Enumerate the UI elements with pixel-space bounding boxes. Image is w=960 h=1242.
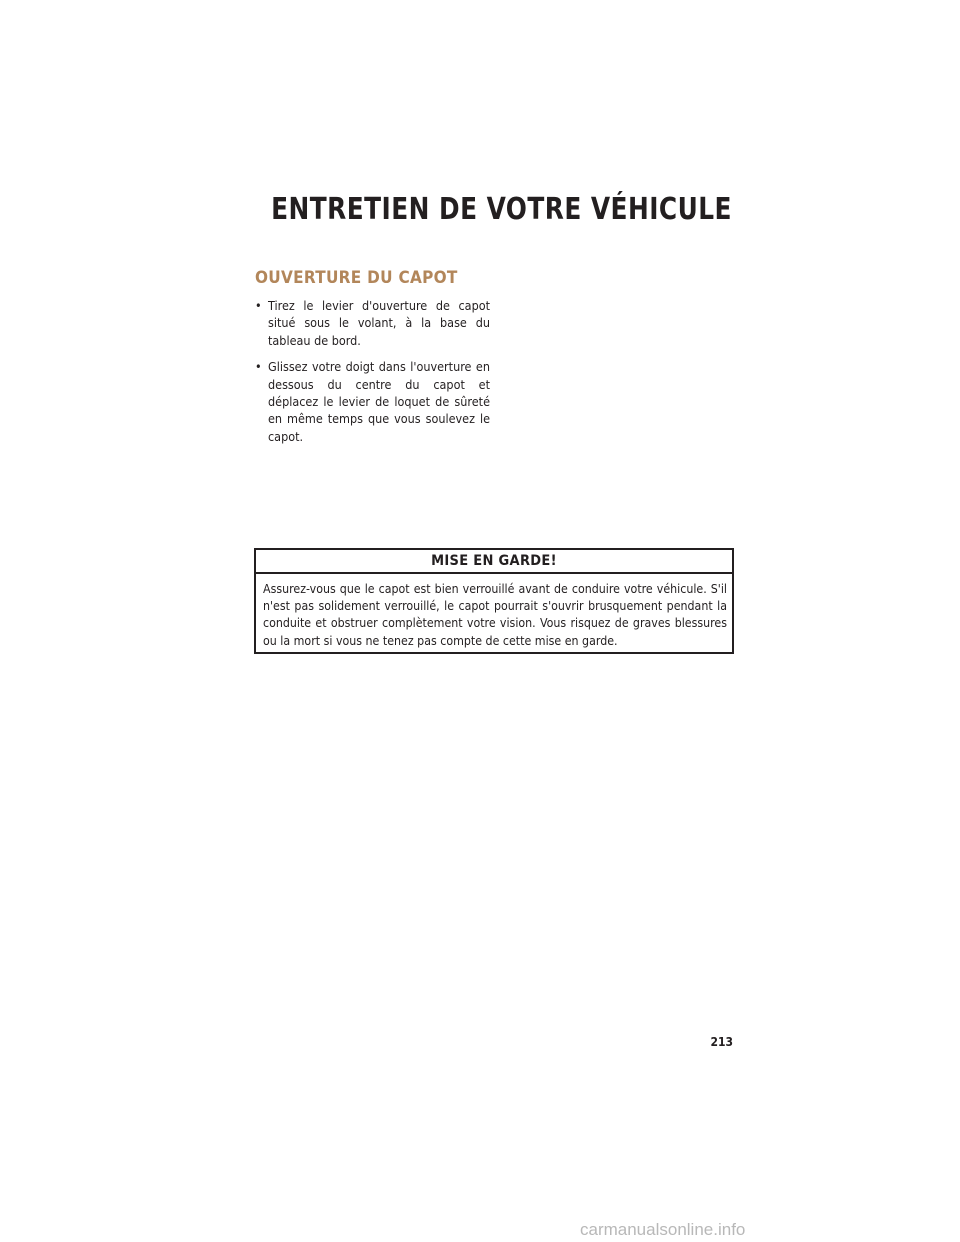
list-item-text: Tirez le levier d'ouverture de capot situé sous le volant, à la base du tableau de bord.: [268, 298, 490, 348]
list-item-text: Glissez votre doigt dans l'ouverture en dessous du centre du capot et déplacez le levier de loquet de sûreté en même temps que vous soulevez le capot.: [268, 359, 490, 444]
list-item: [254, 297, 490, 349]
page-number: 213: [710, 1035, 733, 1049]
warning-title: MISE EN GARDE!: [256, 550, 732, 574]
bullet-icon: •: [255, 359, 262, 375]
warning-box: [254, 548, 734, 654]
list-item: [254, 358, 490, 445]
bullet-icon: •: [255, 298, 262, 313]
chapter-title: ENTRETIEN DE VOTRE VÉHICULE: [271, 192, 732, 227]
warning-text: Assurez-vous que le capot est bien verrouillé avant de conduire votre véhicule. S'il n'est pas solidement verrouillé, le capot pourrait s'ouvrir brusquement pendant la conduite et obstruer complètement votre vision. Vous risquez de graves blessures ou la mort si vous ne tenez pas compte de cette mise en garde.: [263, 582, 727, 648]
instruction-list: [254, 297, 490, 454]
watermark: carmanualsonline.info: [580, 1220, 746, 1239]
section-title: OUVERTURE DU CAPOT: [255, 268, 458, 288]
